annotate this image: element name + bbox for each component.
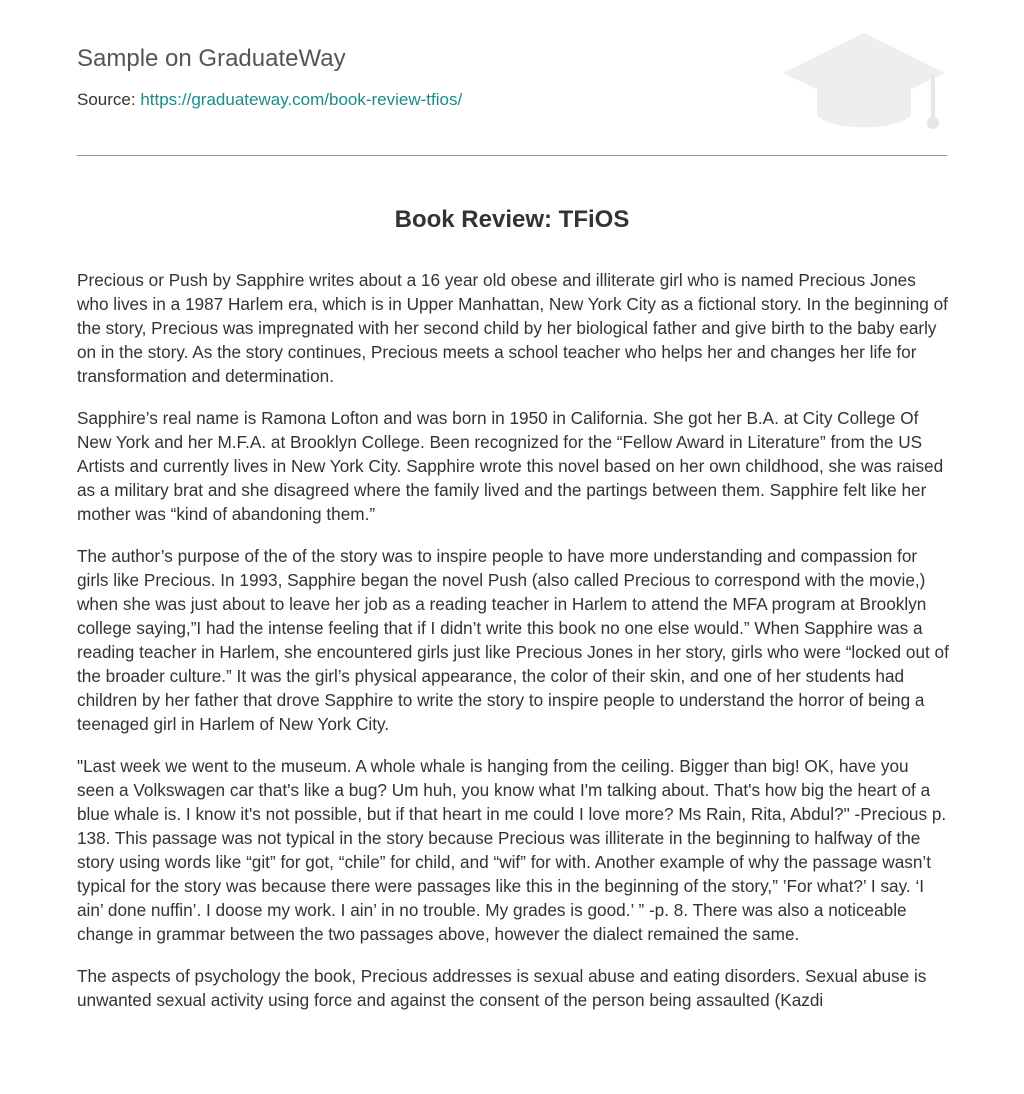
site-title: Sample on GraduateWay [77, 45, 346, 72]
header-divider [77, 155, 947, 156]
paragraph: "Last week we went to the museum. A whole whale is hanging from the ceiling. Bigger than big! OK, have you seen a Volkswagen car that's like a bug? Um huh, you know what I'm talking about. That's how big the heart of a blue whale is. I know it's not possible, but if that heart in me could I love more? Ms Rain, Rita, Abdul?" -Precious p. 138. This passage was not typical in the story because Precious was illiterate in the beginning to halfway of the story using words like “git” for got, “chile” for child, and “wif” for with. Another example of why the passage wasn’t typical for the story was because there were passages like this in the beginning of the story,” ’For what?’ I say. ‘I ain’ done nuffin’. I doose my work. I ain’ in no trouble. My grades is good.’ ” -p. 8. There was also a noticeable change in grammar between the two passages above, however the dialect remained the same. [77, 756, 947, 944]
graduation-cap-icon [781, 30, 947, 134]
header [77, 0, 947, 156]
document-title: Book Review: TFiOS [394, 206, 630, 233]
source-link[interactable]: https://graduateway.com/book-review-tfios/ [140, 90, 463, 109]
paragraph: The author’s purpose of the of the story was to inspire people to have more understanding and compassion for girls like Precious. In 1993, Sapphire began the novel Push (also called Precious to correspond with the movie,) when she was just about to leave her job as a reading teacher in Harlem to attend the MFA program at Brooklyn college saying,”I had the intense feeling that if I didn’t write this book no one else would.” When Sapphire was a reading teacher in Harlem, she encountered girls just like Precious Jones in her story, girls who were “locked out of the broader culture.” It was the girl’s physical appearance, the color of their skin, and one of her students had children by her father that drove Sapphire to write the story to inspire people to understand the horror of being a teenaged girl in Harlem of New York City. [77, 546, 949, 734]
paragraph: Precious or Push by Sapphire writes about a 16 year old obese and illiterate girl who is named Precious Jones who lives in a 1987 Harlem era, which is in Upper Manhattan, New York City as a fictional story. In the beginning of the story, Precious was impregnated with her second child by her biological father and give birth to the baby early on in the story. As the story continues, Precious meets a school teacher who helps her and changes her life for transformation and determination. [77, 270, 948, 386]
paragraph: The aspects of psychology the book, Precious addresses is sexual abuse and eating disorders. Sexual abuse is unwanted sexual activity using force and against the consent of the person being assaulted (Kazdi [77, 966, 927, 1010]
document-body [77, 268, 949, 1030]
source-label: Source: [77, 90, 136, 109]
source-line [77, 89, 462, 111]
paragraph: Sapphire’s real name is Ramona Lofton and was born in 1950 in California. She got her B.A. at City College Of New York and her M.F.A. at Brooklyn College. Been recognized for the “Fellow Award in Literature” from the US Artists and currently lives in New York City. Sapphire wrote this novel based on her own childhood, she was raised as a military brat and she disagreed where the family lived and the partings between them. Sapphire felt like her mother was “kind of abandoning them.” [77, 408, 944, 524]
